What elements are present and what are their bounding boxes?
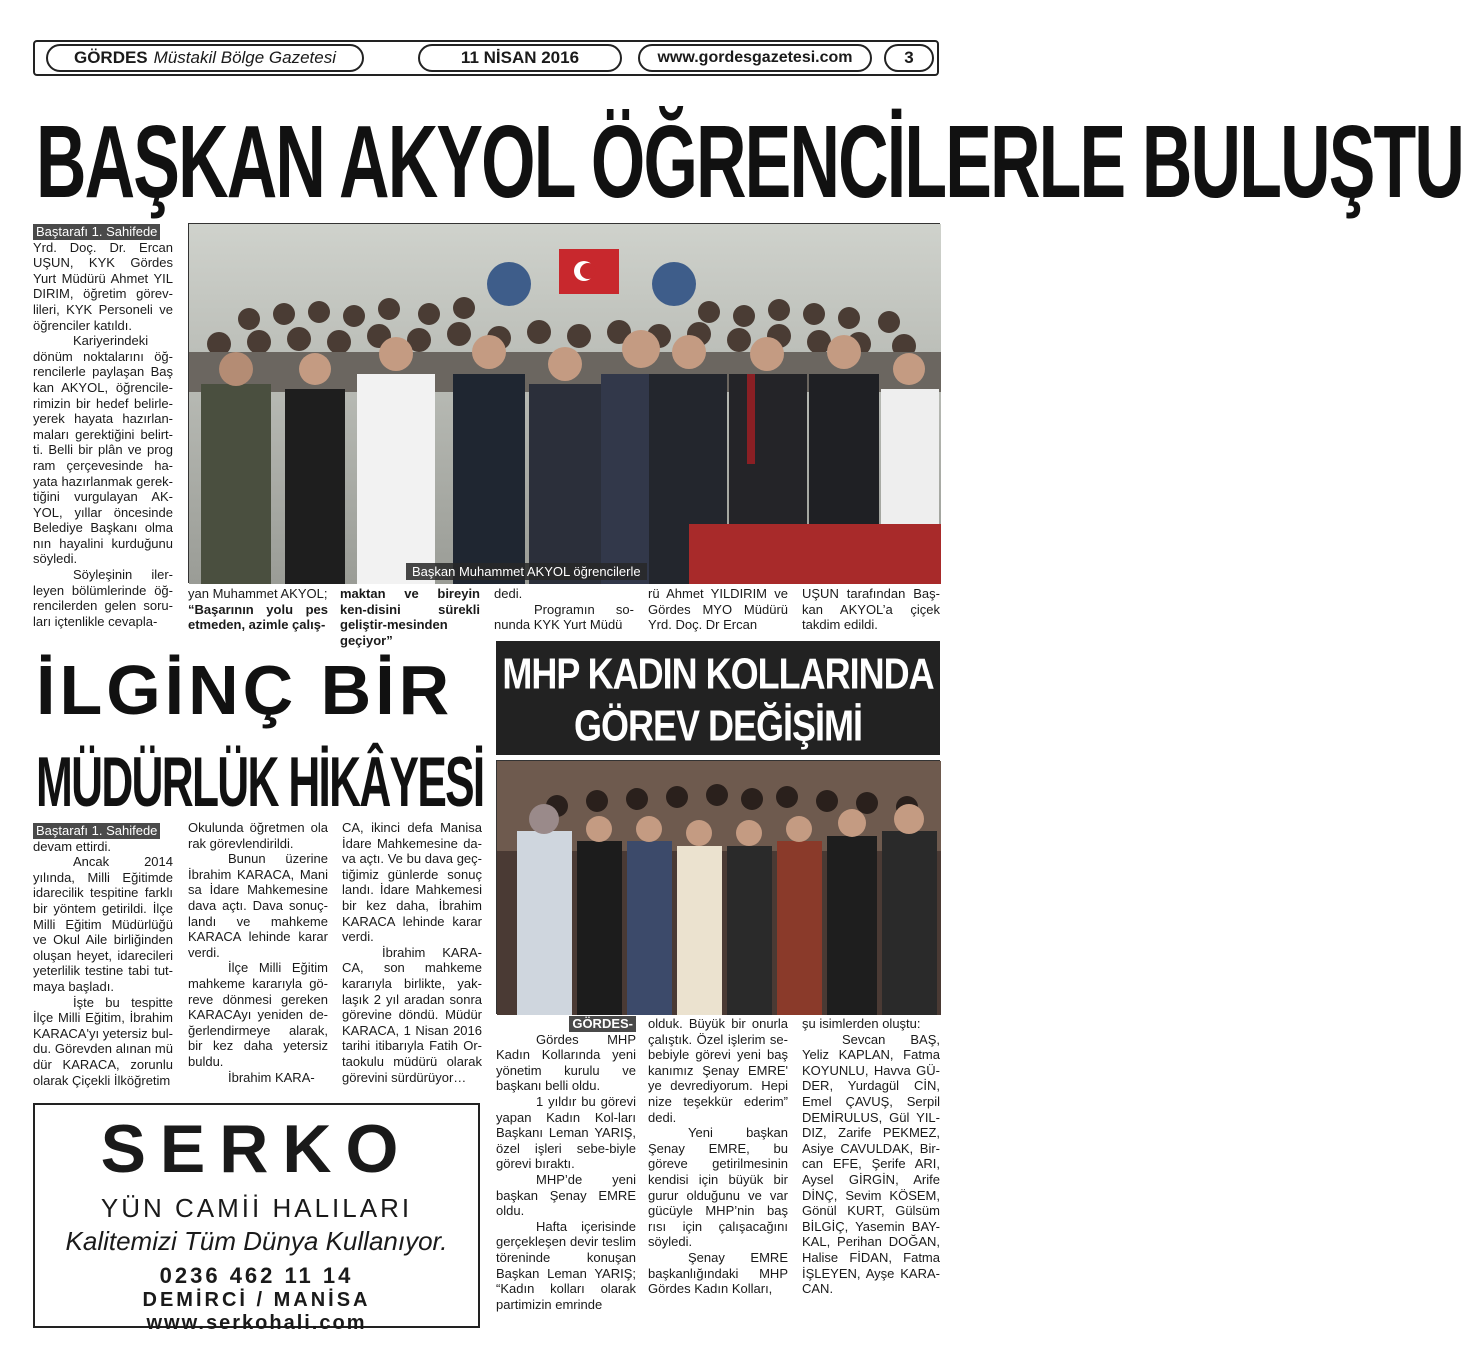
ad-slogan: Kalitemizi Tüm Dünya Kullanıyor. <box>65 1226 448 1256</box>
ad-location: DEMİRCİ / MANİSA <box>142 1289 371 1311</box>
story2-paragraph: Okulunda öğretmen ola rak görevlendirildi. <box>188 820 328 851</box>
ad-phone: 0236 462 11 14 <box>159 1263 354 1288</box>
story3-paragraph: MHP’de yeni başkan Şenay EMRE oldu. <box>496 1171 636 1219</box>
story2-paragraph: İşte bu tespitte İlçe Milli Eğitim, İbrahim KARACA'yı yetersiz bul-du. Görevden alınan mü dür KARACA, zorunlu olarak Çiçekli İlköğretim <box>33 994 173 1088</box>
story3-headline-line2: GÖREV DEĞİŞİMİ <box>573 700 863 750</box>
story2-paragraph: devam ettirdi. <box>33 838 112 854</box>
story2-paragraph: Ancak 2014 yılında, Milli Eğitimde idarecilik tespitine farklı bir yöntem getirildi. İlçe Milli Eğitim Müdürlüğü ve Okul Aile birliğinden oluşan heyet, idarecileri yeterlilik testine tabi tut-maya başladı. <box>33 854 173 994</box>
story3-column-3 <box>802 1016 940 1297</box>
story2-paragraph: Bunun üzerine İbrahim KARACA, Mani sa İdare Mahkemesine dava açtı. Dava sonuç-landı ve mahkeme KARACA lehinde karar verdi. <box>188 851 328 960</box>
story2-column-2 <box>188 820 328 1085</box>
story1-paragraph: Programın so-nunda KYK Yurt Müdü <box>494 601 634 633</box>
story1-paragraph: Kariyerindeki dönüm noktalarını öğ-rencilerle paylaşan Baş kan AKYOL, öğrencile-rimizin bir hedef belirle-yerek hayata hazırlan-maları gerektiğini belirt-ti. Belli bir plân ve prog ram çerçevesinde ha-yata hazırlanmak gerek-tiğini vurgulayan AK-YOL, yıllar öncesinde Belediye Başkanı olma nın hayalini kurduğunu söyledi. <box>33 333 173 567</box>
story1-column-3 <box>340 586 480 648</box>
website-link[interactable]: www.gordesgazetesi.com <box>638 44 872 72</box>
story2-paragraph: CA, ikinci defa Manisa İdare Mahkemesine da-va açtı. Ve bu dava geç-tiğimiz günlerde sonuç landı. İdare Mahkemesi bir kez daha, İbrahim KARACA lehinde karar verdi. <box>342 820 482 945</box>
story3-paragraph: şu isimlerden oluştu: <box>802 1016 921 1031</box>
story3-paragraph: Hafta içerisinde gerçekleşen devir teslim töreninde konuşan Başkan Leman YARIŞ; “Kadın kolları olarak partimizin emrinde <box>496 1218 636 1312</box>
issue-date: 11 NİSAN 2016 <box>418 44 622 72</box>
story1-column-5 <box>648 586 788 633</box>
paper-name-pill <box>46 44 364 72</box>
story3-dateline: GÖRDES- <box>569 1016 636 1032</box>
story3-photo <box>496 760 940 1014</box>
story2-paragraph: İbrahim KARA-CA, son mahkeme kararıyla birlikte, yak-laşık 2 yıl aradan sonra görevine döndü. Müdür KARACA, 1 Nisan 2016 tarihi itibarıyla Fatih Or-taokulu müdürü olarak görevini sürdürüyor… <box>342 944 482 1085</box>
story3-paragraph: olduk. Büyük bir onurla çalıştık. Özel işlerim se-bebiyle görevi yeni baş kanımız Şenay EMRE' ye devrediyorum. Hepi nize teşekkür ederim” dedi. <box>648 1016 788 1125</box>
story2-paragraph: İbrahim KARA- <box>228 1069 315 1085</box>
story1-photo-caption: Başkan Muhammet AKYOL öğrencilerle <box>406 563 647 580</box>
story2-headline-line1: İLGİNÇ BİR <box>36 651 454 729</box>
story1-paragraph: Yrd. Doç. Dr. Ercan UŞUN, KYK Gördes Yurt Müdürü Ahmet YIL DIRIM, öğretim görev-lileri, KYK Personeli ve öğrenciler katıldı. <box>33 239 173 333</box>
story3-headline-box <box>496 641 940 755</box>
story2-paragraph: İlçe Milli Eğitim mahkeme kararıyla gö-reve dönmesi gereken KARACAyı yeniden de-ğerlendirmeye alarak, bir kez daha yetersiz buldu. <box>188 960 328 1069</box>
story3-headline-line1: MHP KADIN KOLLARINDA <box>502 648 934 698</box>
story2-column-3 <box>342 820 482 1085</box>
students-group-photo <box>189 224 941 584</box>
ad-website[interactable]: www.serkohali.com <box>146 1312 367 1334</box>
story1-column-6 <box>802 586 940 633</box>
story1-quote: maktan ve bireyin ken-disini sürekli geliştir-mesinden geçiyor” <box>340 586 480 648</box>
story1-photo <box>188 223 940 583</box>
continued-tag: Baştarafı 1. Sahifede <box>33 224 160 240</box>
ad-brand: SERKO <box>100 1111 413 1187</box>
story1-paragraph: yan Muhammet AKYOL; <box>188 586 328 601</box>
story1-column-4 <box>494 586 634 633</box>
story2-headline-line2: MÜDÜRLÜK HİKÂYESİ <box>36 743 484 823</box>
story1-quote: “Başarının yolu pes etmeden, azimle çalış- <box>188 601 328 633</box>
story1-headline: BAŞKAN AKYOL ÖĞRENCİLERLE BULUŞTU <box>36 105 1463 220</box>
story3-paragraph: Yeni başkan Şenay EMRE, bu göreve getirilmesinin kendisi için büyük bir gurur olduğunu ve var gücüyle MHP’nin baş rısı için çalışacağını söyledi. <box>648 1125 788 1250</box>
continued-tag: Baştarafı 1. Sahifede <box>33 823 160 839</box>
story1-paragraph: UŞUN tarafından Baş-kan AKYOL’a çiçek takdim edildi. <box>802 586 940 633</box>
paper-name: GÖRDES <box>73 48 148 67</box>
story1-column-2 <box>188 586 328 633</box>
story1-paragraph: rü Ahmet YILDIRIM ve Gördes MYO Müdürü Yrd. Doç. Dr Ercan <box>648 586 788 633</box>
story3-paragraph: Şenay EMRE başkanlığındaki MHP Gördes Kadın Kolları, <box>648 1249 788 1297</box>
women-group-photo <box>497 761 941 1015</box>
story1-column-1 <box>33 224 173 629</box>
serko-advertisement <box>33 1103 480 1334</box>
story3-paragraph: 1 yıldır bu görevi yapan Kadın Kol-ları Başkanı Leman YARIŞ, özel işleri sebe-biyle görevi bıraktı. <box>496 1093 636 1172</box>
story3-paragraph: Gördes MHP Kadın Kollarında yeni yönetim kurulu ve başkanı belli oldu. <box>496 1031 636 1094</box>
ad-product: YÜN CAMİİ HALILARI <box>100 1193 413 1223</box>
story2-column-1 <box>33 823 173 1088</box>
page-number: 3 <box>884 44 934 72</box>
story1-paragraph: Söyleşinin iler-leyen bölümlerinde öğ-rencilerden gelen soru-ları içtenlikle cevapla- <box>33 567 173 629</box>
paper-subtitle: Müstakil Bölge Gazetesi <box>153 48 337 67</box>
story3-column-1 <box>496 1016 636 1312</box>
story3-column-2 <box>648 1016 788 1297</box>
story3-paragraph: Sevcan BAŞ, Yeliz KAPLAN, Fatma KOYUNLU, Havva GÜ-DER, Yurdagül CİN, Emel ÇAVUŞ, Serpil DEMİRULUS, Gül YIL-DIZ, Zarife PEKMEZ, Asiye CAVULDAK, Bir-can EFE, Şerife ARI, Aysel GİRGİN, Arife DİNÇ, Sevim KÖSEM, Gönül KURT, Gülsüm BİLGİÇ, Yasemin BAY-KAL, Perihan DOĞAN, Halise FİDAN, Fatma İŞLEYEN, Ayşe KARA-CAN. <box>802 1031 940 1297</box>
story1-paragraph: dedi. <box>494 586 523 601</box>
